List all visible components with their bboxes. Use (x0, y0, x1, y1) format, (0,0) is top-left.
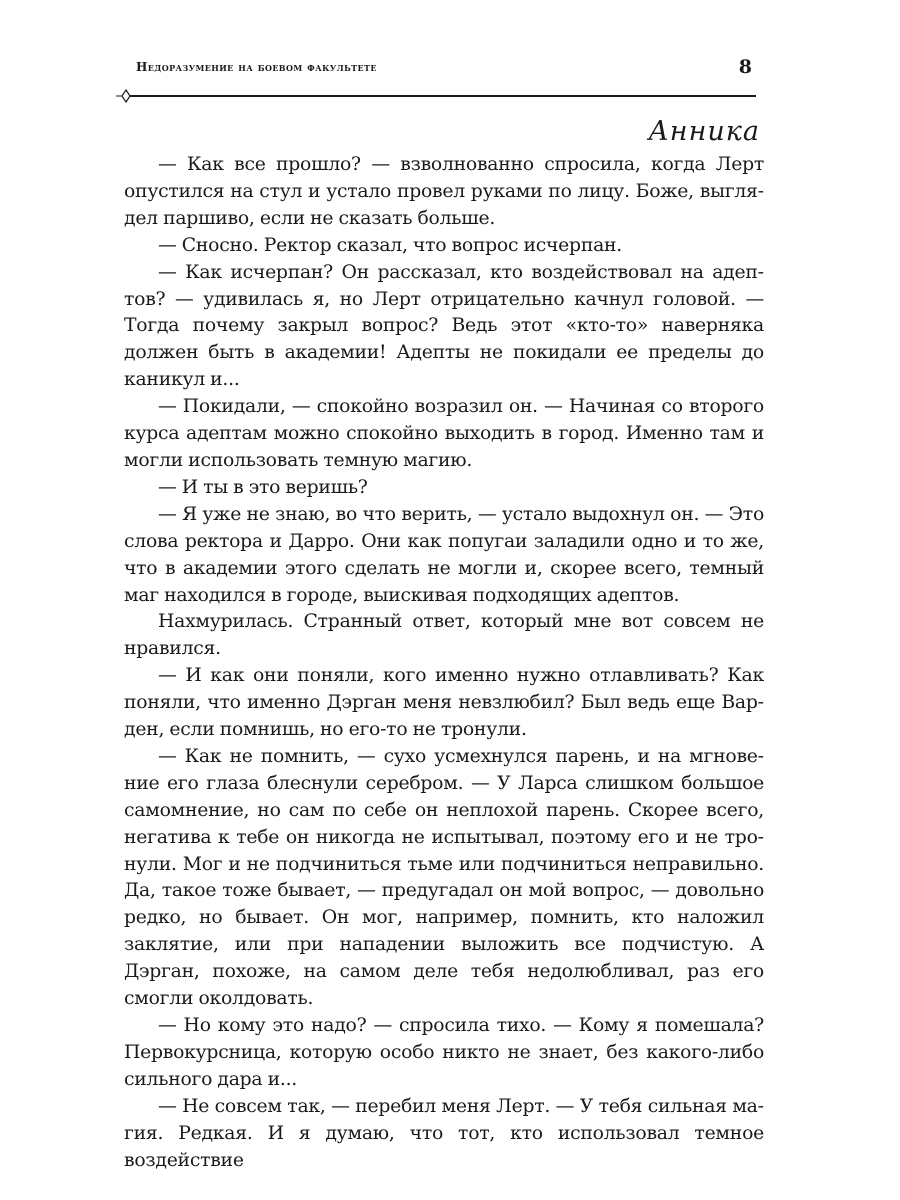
paragraph: — Я уже не знаю, во что верить, — устало выдохнул он. — Это слова ректора и Дарро. Они как попугаи заладили одно и то же, что в академии этого сделать не могли и, скорее всего, темный маг находился в городе, выискивая подходящих адептов. (124, 503, 764, 606)
running-title: Недоразумение на боевом факультете (136, 60, 377, 74)
paragraph: — Как исчерпан? Он рассказал, кто воздействовал на адептов? — удивилась я, но Лерт отрицательно качнул головой. — Тогда почему закрыл вопрос? Ведь этот «кто-то» наверняка должен быть в академии! Адепты не покидали ее пределы до каникул и... (124, 261, 764, 391)
paragraph: — Как не помнить, — сухо усмехнулся парень, и на мгновение его глаза блеснули серебром. — У Ларса слишком большое самомнение, но сам по себе он неплохой парень. Скорее всего, негатива к тебе он никогда не испытывал, поэтому его и не тронули. Мог и не подчиниться тьме или подчиниться неправильно. Да, такое тоже бывает, — предугадал он мой вопрос, — довольно редко, но бывает. Он мог, например, помнить, кто наложил заклятие, или при нападении выложить все подчистую. А Дэрган, похоже, на самом деле тебя недолюбливал, раз его смогли околдовать. (124, 745, 764, 1010)
paragraph: — Не совсем так, — перебил меня Лерт. — У тебя сильная магия. Редкая. И я думаю, что тот, кто использовал темное воздействие (124, 1095, 764, 1171)
paragraph: — И как они поняли, кого именно нужно отлавливать? Как поняли, что именно Дэрган меня невзлюбил? Был ведь еще Варден, если помнишь, но его-то не тронули. (124, 665, 764, 741)
body-text (124, 152, 764, 1174)
paragraph: — Покидали, — спокойно возразил он. — Начиная со второго курса адептам можно спокойно выходить в город. Именно там и могли использовать темную магию. (124, 396, 764, 471)
diamond-ornament-icon (122, 90, 130, 102)
header-rule-ornament (116, 88, 756, 104)
page-number: 8 (738, 56, 752, 78)
paragraph: — Но кому это надо? — спросила тихо. — Кому я помешала? Первокурсница, которую особо никто не знает, без какого-либо сильного дара и... (124, 1015, 764, 1090)
paragraph: Нахмурилась. Странный ответ, который мне вот совсем не нравился. (124, 611, 764, 660)
paragraph: — Как все прошло? — взволнованно спросила, когда Лерт опустился на стул и устало провел руками по лицу. Боже, выглядел паршиво, если не сказать больше. (124, 154, 764, 229)
paragraph: — И ты в это веришь? (158, 476, 368, 498)
paragraph: — Сносно. Ректор сказал, что вопрос исчерпан. (158, 234, 623, 256)
chapter-heading: Анника (648, 116, 760, 147)
